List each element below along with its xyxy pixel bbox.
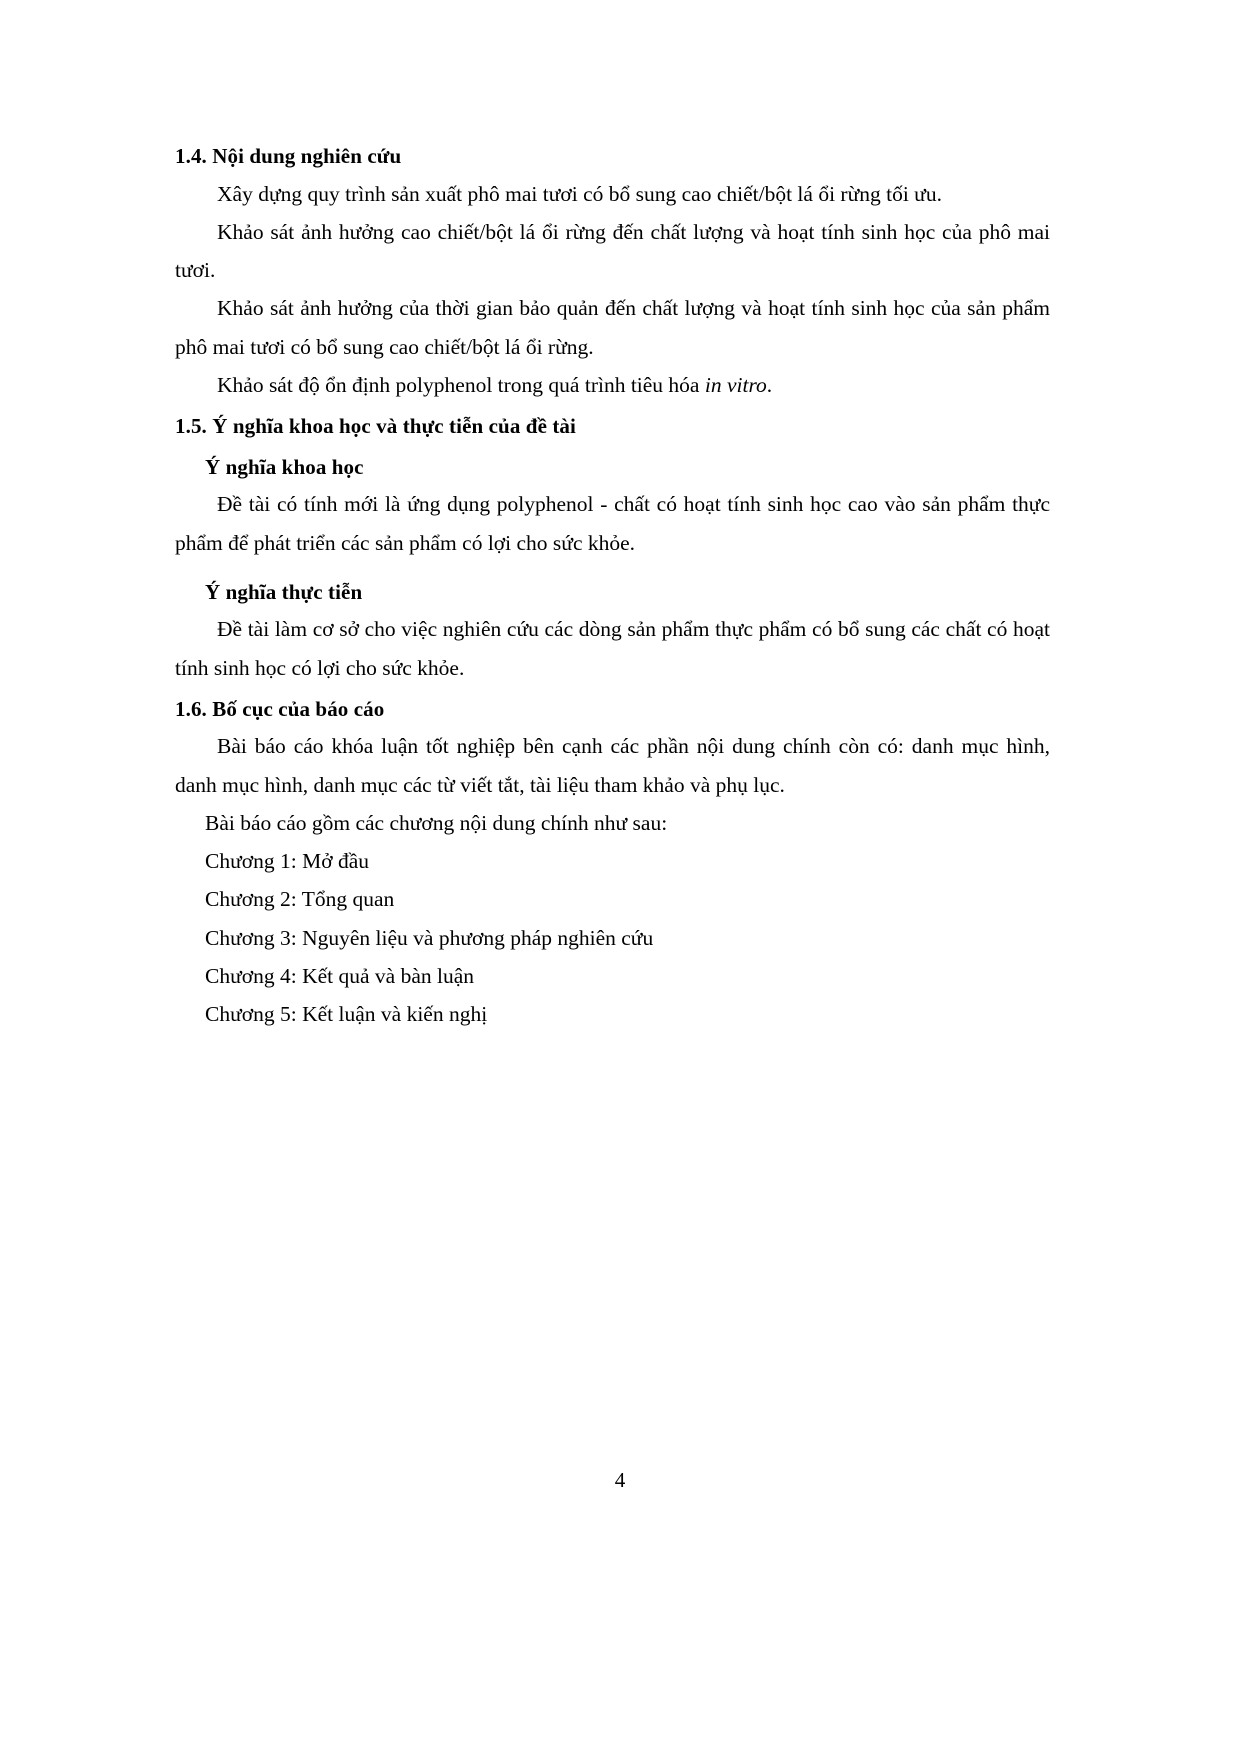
paragraph-1-4-1: Xây dựng quy trình sản xuất phô mai tươi có bổ sung cao chiết/bột lá ổi rừng tối ưu. <box>217 181 942 206</box>
page-number: 4 <box>614 1468 626 1492</box>
paragraph-1-4-4-text: Khảo sát độ ổn định polyphenol trong quá trình tiêu hóa <box>217 372 705 397</box>
section-heading-1-4: 1.4. Nội dung nghiên cứu <box>175 144 402 168</box>
paragraph-1-4-4 <box>175 366 1050 404</box>
paragraph-1-4-4-period: . <box>766 372 773 397</box>
chapter-item-2: Chương 2: Tổng quan <box>205 887 395 912</box>
paragraph-khoa-hoc-1: Đề tài có tính mới là ứng dụng polyphenol - chất có hoạt tính sinh học cao vào sản phẩm thực phẩm để phát triển các sản phẩm có lợi cho sức khỏe. <box>175 492 1050 555</box>
paragraph-1-4-2: Khảo sát ảnh hưởng cao chiết/bột lá ổi rừng đến chất lượng và hoạt tính sinh học của phô mai tươi. <box>175 219 1050 283</box>
paragraph-1-6-2: Bài báo cáo gồm các chương nội dung chính như sau: <box>205 810 668 835</box>
page-body <box>175 140 1050 1034</box>
subsection-heading-thuc-tien: Ý nghĩa thực tiễn <box>205 579 363 604</box>
paragraph-1-6-1: Bài báo cáo khóa luận tốt nghiệp bên cạnh các phần nội dung chính còn có: danh mục hình, danh mục hình, danh mục các từ viết tắt, tài liệu tham khảo và phụ lục. <box>175 734 1050 797</box>
latin-phrase-in-vitro: in vitro <box>704 372 767 397</box>
chapter-item-5: Chương 5: Kết luận và kiến nghị <box>205 1002 488 1027</box>
spacer <box>175 562 1050 568</box>
chapter-item-3: Chương 3: Nguyên liệu và phương pháp nghiên cứu <box>205 925 654 950</box>
paragraph-1-4-3: Khảo sát ảnh hưởng của thời gian bảo quản đến chất lượng và hoạt tính sinh học của sản phẩm phô mai tươi có bổ sung cao chiết/bột lá ổi rừng. <box>175 296 1050 359</box>
section-heading-1-6: 1.6. Bố cục của báo cáo <box>175 696 385 721</box>
paragraph-thuc-tien-1: Đề tài làm cơ sở cho việc nghiên cứu các dòng sản phẩm thực phẩm có bổ sung các chất có hoạt tính sinh học có lợi cho sức khỏe. <box>175 617 1050 680</box>
chapter-item-4: Chương 4: Kết quả và bàn luận <box>205 963 475 988</box>
chapter-item-1: Chương 1: Mở đầu <box>205 849 369 874</box>
subsection-heading-khoa-hoc: Ý nghĩa khoa học <box>205 454 364 479</box>
section-heading-1-5: 1.5. Ý nghĩa khoa học và thực tiễn của đề tài <box>175 414 576 439</box>
